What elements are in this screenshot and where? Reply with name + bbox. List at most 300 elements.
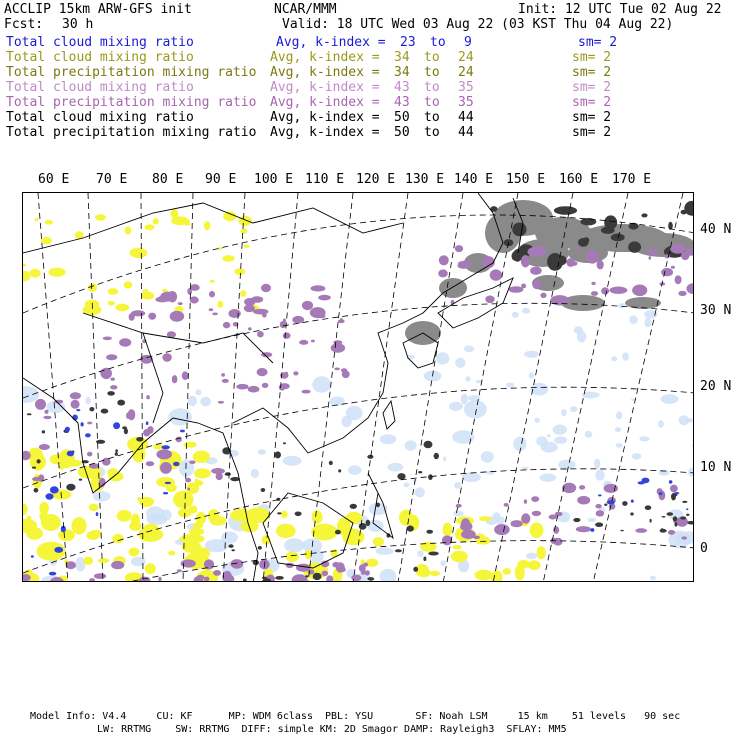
convective-cell xyxy=(423,557,426,562)
convective-cell xyxy=(428,552,439,556)
mid-cloud-patch xyxy=(238,216,252,226)
upper-cloud-patch xyxy=(106,354,117,360)
upper-cloud-patch xyxy=(176,437,182,443)
upper-cloud-patch xyxy=(103,337,112,341)
upper-cloud-patch xyxy=(340,567,346,572)
low-cloud-patch xyxy=(348,465,362,475)
upper-cloud-patch xyxy=(668,530,675,535)
low-cloud-core xyxy=(163,492,168,494)
low-cloud-patch xyxy=(522,308,530,314)
longitude-label: 120 E xyxy=(356,172,396,187)
upper-cloud-patch xyxy=(490,269,502,280)
longitude-label: 140 E xyxy=(454,172,494,187)
upper-cloud-patch xyxy=(182,371,189,380)
legend-avg: Avg, k-index = xyxy=(270,65,380,80)
low-cloud-patch xyxy=(449,402,463,411)
upper-cloud-patch xyxy=(632,285,647,297)
low-cloud-patch xyxy=(639,436,649,441)
mid-cloud-patch xyxy=(503,568,512,575)
meridian-line xyxy=(398,193,463,582)
longitude-label: 110 E xyxy=(305,172,345,187)
convective-cell xyxy=(426,530,433,534)
upper-cloud-patch xyxy=(595,504,601,508)
upper-cloud-patch xyxy=(635,528,647,533)
convective-cell xyxy=(32,467,36,469)
upper-cloud-patch xyxy=(439,255,449,265)
legend-to: to xyxy=(424,125,440,140)
mid-cloud-patch xyxy=(145,563,156,574)
mid-cloud-patch xyxy=(204,221,211,230)
low-cloud-patch xyxy=(595,470,604,481)
upper-cloud-patch xyxy=(181,559,196,567)
upper-cloud-patch xyxy=(647,249,657,255)
upper-cloud-patch xyxy=(100,368,112,379)
high-cloud-core xyxy=(611,234,625,242)
mid-cloud-patch xyxy=(194,468,211,478)
upper-cloud-patch xyxy=(280,321,286,328)
upper-cloud-patch xyxy=(283,332,291,338)
upper-cloud-patch xyxy=(524,499,527,503)
upper-cloud-patch xyxy=(458,261,472,267)
legend-k1: 43 xyxy=(394,95,410,110)
upper-cloud-patch xyxy=(579,485,585,490)
upper-cloud-patch xyxy=(311,340,315,343)
upper-cloud-patch xyxy=(228,309,240,318)
convective-cell xyxy=(338,469,341,472)
low-cloud-patch xyxy=(547,434,551,437)
mid-cloud-patch xyxy=(142,524,159,536)
upper-cloud-patch xyxy=(168,291,177,302)
low-cloud-patch xyxy=(554,437,567,444)
upper-cloud-patch xyxy=(160,462,172,474)
mid-cloud-patch xyxy=(218,301,224,308)
low-cloud-patch xyxy=(23,386,39,403)
legend-k2: 24 xyxy=(458,65,474,80)
convective-cell xyxy=(395,549,402,552)
longitude-label: 90 E xyxy=(205,172,237,187)
upper-cloud-patch xyxy=(89,578,95,582)
upper-cloud-patch xyxy=(482,256,495,268)
convective-cell xyxy=(424,441,433,449)
mid-cloud-patch xyxy=(429,571,440,576)
legend-field: Total precipitation mixing ratio xyxy=(6,95,257,110)
cloud-map xyxy=(23,193,694,582)
low-cloud-patch xyxy=(506,383,515,388)
upper-cloud-patch xyxy=(670,485,678,493)
high-cloud-core xyxy=(512,251,521,261)
upper-cloud-patch xyxy=(681,252,689,261)
legend-field: Total cloud mixing ratio xyxy=(6,110,194,125)
convective-cell xyxy=(66,484,75,491)
convective-cell xyxy=(243,579,247,582)
mid-cloud-patch xyxy=(537,546,546,559)
high-cloud-core xyxy=(554,206,577,215)
mid-cloud-patch xyxy=(41,237,52,244)
legend-k1: 50 xyxy=(394,110,410,125)
low-cloud-patch xyxy=(536,436,547,446)
upper-cloud-patch xyxy=(94,573,106,579)
convective-cell xyxy=(117,400,125,406)
low-cloud-patch xyxy=(443,456,446,461)
mid-cloud-patch xyxy=(240,228,247,233)
upper-cloud-patch xyxy=(601,287,609,294)
upper-cloud-patch xyxy=(531,496,539,502)
convective-cell xyxy=(101,409,109,414)
upper-cloud-patch xyxy=(342,371,350,379)
upper-cloud-patch xyxy=(45,410,49,414)
high-cloud-core xyxy=(681,210,687,215)
upper-cloud-patch xyxy=(562,483,576,493)
upper-cloud-patch xyxy=(257,368,268,376)
low-cloud-patch xyxy=(618,303,625,308)
upper-cloud-patch xyxy=(257,331,264,337)
low-cloud-patch xyxy=(540,474,557,482)
convective-cell xyxy=(335,530,341,535)
mid-cloud-patch xyxy=(23,504,28,515)
low-cloud-core xyxy=(65,427,70,432)
upper-cloud-patch xyxy=(129,313,135,321)
mid-cloud-patch xyxy=(95,214,106,220)
legend-to: to xyxy=(424,50,440,65)
low-cloud-core xyxy=(173,462,180,466)
upper-cloud-patch xyxy=(456,504,462,508)
upper-cloud-patch xyxy=(292,574,308,582)
mid-cloud-patch xyxy=(124,281,133,288)
legend-field: Total cloud mixing ratio xyxy=(6,35,194,50)
convective-cell xyxy=(667,512,674,516)
upper-cloud-patch xyxy=(87,422,92,425)
mid-cloud-patch xyxy=(183,442,196,448)
legend-to: to xyxy=(430,35,446,50)
low-cloud-patch xyxy=(692,444,694,448)
upper-cloud-patch xyxy=(359,564,366,572)
low-cloud-patch xyxy=(659,470,670,476)
init-time: Init: 12 UTC Tue 02 Aug 22 xyxy=(518,2,722,17)
mid-cloud-patch xyxy=(29,269,40,278)
low-cloud-patch xyxy=(258,449,266,454)
low-cloud-patch xyxy=(661,394,679,404)
high-cloud-core xyxy=(512,223,526,237)
convective-cell xyxy=(660,528,663,532)
mid-cloud-patch xyxy=(26,527,43,540)
mid-cloud-patch xyxy=(131,514,140,528)
upper-cloud-patch xyxy=(334,368,340,371)
forecast-hour: 30 h xyxy=(62,17,94,32)
low-cloud-patch xyxy=(650,576,656,581)
low-cloud-patch xyxy=(616,411,622,419)
upper-cloud-patch xyxy=(671,266,675,269)
upper-cloud-patch xyxy=(340,318,343,322)
legend-avg: Avg, k-index = xyxy=(270,125,380,140)
low-cloud-core xyxy=(607,500,615,504)
low-cloud-patch xyxy=(417,550,423,557)
mid-cloud-patch xyxy=(240,290,246,297)
convective-cell xyxy=(228,544,233,548)
mid-cloud-patch xyxy=(230,509,252,522)
convective-cell xyxy=(407,526,414,532)
convective-cell xyxy=(283,442,286,444)
low-cloud-patch xyxy=(632,453,642,459)
low-cloud-patch xyxy=(415,487,425,497)
upper-cloud-patch xyxy=(223,322,230,328)
low-cloud-patch xyxy=(558,460,575,470)
low-cloud-patch xyxy=(188,396,197,406)
low-cloud-patch xyxy=(85,397,90,404)
convective-cell xyxy=(277,512,281,514)
high-cloud-core xyxy=(604,215,617,229)
upper-cloud-patch xyxy=(262,313,267,318)
legend-field: Total precipitation mixing ratio xyxy=(6,125,257,140)
mid-cloud-patch xyxy=(23,271,31,281)
mid-cloud-patch xyxy=(479,516,491,521)
mid-cloud-patch xyxy=(244,244,250,248)
convective-cell xyxy=(305,575,308,577)
upper-cloud-patch xyxy=(317,314,326,318)
low-cloud-patch xyxy=(615,427,621,432)
convective-cell xyxy=(27,413,32,415)
upper-cloud-patch xyxy=(442,535,452,545)
convective-cell xyxy=(89,407,94,411)
upper-cloud-patch xyxy=(530,267,542,275)
mid-cloud-patch xyxy=(58,529,75,541)
legend-avg: Avg, k-index = xyxy=(270,80,380,95)
legend-k1: 23 xyxy=(400,35,416,50)
mid-cloud-patch xyxy=(453,545,462,549)
low-cloud-patch xyxy=(465,376,470,381)
convective-cell xyxy=(359,523,367,530)
upper-cloud-patch xyxy=(156,449,172,459)
model-info-line: Model Info: V4.4 CU: KF MP: WDM 6class PBL: YSU SF: Noah LSM 15 km 51 levels 90 sec xyxy=(30,711,681,722)
low-cloud-patch xyxy=(440,560,445,566)
convective-cell xyxy=(275,576,284,580)
mid-cloud-patch xyxy=(41,514,61,531)
convective-cell xyxy=(230,477,240,481)
upper-cloud-patch xyxy=(675,275,682,284)
model-title: ACCLIP 15km ARW-GFS init xyxy=(4,2,192,17)
low-cloud-patch xyxy=(534,418,540,423)
mid-cloud-patch xyxy=(45,220,54,225)
mid-cloud-patch xyxy=(517,560,530,568)
upper-cloud-patch xyxy=(555,512,563,517)
upper-cloud-patch xyxy=(244,298,255,306)
latitude-label: 0 xyxy=(700,541,708,556)
upper-cloud-patch xyxy=(591,282,595,285)
upper-cloud-patch xyxy=(204,577,210,582)
upper-cloud-patch xyxy=(189,460,195,464)
mid-cloud-patch xyxy=(451,551,468,562)
legend-to: to xyxy=(424,110,440,125)
map-panel xyxy=(22,192,694,582)
upper-cloud-patch xyxy=(455,245,463,252)
legend-field: Total precipitation mixing ratio xyxy=(6,65,257,80)
convective-cell xyxy=(367,577,374,581)
mid-cloud-patch xyxy=(39,502,49,515)
upper-cloud-patch xyxy=(212,313,218,316)
low-cloud-core xyxy=(85,433,91,437)
upper-cloud-patch xyxy=(126,413,130,419)
low-cloud-patch xyxy=(200,397,211,407)
mid-cloud-patch xyxy=(210,516,226,526)
low-cloud-core xyxy=(165,482,171,484)
upper-cloud-patch xyxy=(143,429,150,436)
mid-cloud-patch xyxy=(89,504,99,511)
legend-sm: sm= 2 xyxy=(572,80,612,95)
upper-cloud-patch xyxy=(177,569,182,572)
low-cloud-core xyxy=(674,492,679,494)
convective-cell xyxy=(413,567,418,572)
convective-cell xyxy=(329,461,333,465)
low-cloud-patch xyxy=(464,346,474,353)
low-cloud-core xyxy=(659,492,663,495)
latitude-label: 40 N xyxy=(700,222,732,237)
upper-cloud-patch xyxy=(532,511,541,516)
mid-cloud-patch xyxy=(69,460,82,467)
convective-cell xyxy=(295,512,302,517)
upper-cloud-patch xyxy=(299,340,308,345)
mid-cloud-patch xyxy=(491,570,503,582)
upper-cloud-patch xyxy=(111,378,115,381)
upper-cloud-patch xyxy=(521,513,530,523)
convective-cell xyxy=(630,512,633,515)
low-cloud-patch xyxy=(341,416,351,427)
legend-k1: 34 xyxy=(394,65,410,80)
low-cloud-patch xyxy=(493,512,500,519)
latitude-label: 10 N xyxy=(700,460,732,475)
convective-cell xyxy=(645,505,652,510)
upper-cloud-patch xyxy=(461,530,476,539)
convective-cell xyxy=(350,504,357,509)
legend-k2: 44 xyxy=(458,125,474,140)
mid-cloud-patch xyxy=(35,218,38,222)
mid-cloud-patch xyxy=(72,517,87,534)
mid-cloud-patch xyxy=(129,548,140,557)
upper-cloud-patch xyxy=(170,311,185,322)
low-cloud-patch xyxy=(531,383,549,396)
upper-cloud-patch xyxy=(532,280,541,289)
convective-cell xyxy=(680,516,686,519)
low-cloud-patch xyxy=(629,315,637,324)
upper-cloud-patch xyxy=(302,301,313,310)
convective-cell xyxy=(258,546,262,550)
upper-cloud-patch xyxy=(485,296,494,304)
low-cloud-patch xyxy=(452,430,474,443)
legend-sm: sm= 2 xyxy=(572,125,612,140)
convective-cell xyxy=(595,522,603,527)
upper-cloud-patch xyxy=(158,296,167,302)
upper-cloud-patch xyxy=(661,268,673,276)
upper-cloud-patch xyxy=(681,536,687,539)
upper-cloud-patch xyxy=(326,575,333,582)
convective-cell xyxy=(434,453,439,459)
convective-cell xyxy=(115,449,118,452)
convective-cell xyxy=(397,473,405,480)
mid-cloud-patch xyxy=(222,255,234,262)
latitude-label: 20 N xyxy=(700,379,732,394)
upper-cloud-patch xyxy=(649,256,652,260)
valid-time: Valid: 18 UTC Wed 03 Aug 22 (03 KST Thu 04 Aug 22) xyxy=(282,17,674,32)
upper-cloud-patch xyxy=(575,247,579,251)
upper-cloud-patch xyxy=(70,392,81,399)
low-cloud-patch xyxy=(594,459,600,469)
legend-avg: Avg, k-index = xyxy=(270,50,380,65)
convective-cell xyxy=(122,426,127,429)
convective-cell xyxy=(367,455,373,459)
upper-cloud-patch xyxy=(292,316,304,324)
upper-cloud-patch xyxy=(248,386,260,393)
mid-cloud-patch xyxy=(23,264,26,267)
low-cloud-core xyxy=(45,493,53,499)
low-cloud-patch xyxy=(570,406,577,412)
low-cloud-patch xyxy=(284,538,304,552)
low-cloud-core xyxy=(598,494,602,496)
coastline xyxy=(143,333,163,423)
mid-cloud-patch xyxy=(223,211,236,221)
upper-cloud-patch xyxy=(293,371,298,375)
longitude-label: 170 E xyxy=(612,172,652,187)
low-cloud-patch xyxy=(512,312,519,318)
mid-cloud-patch xyxy=(189,505,198,513)
upper-cloud-patch xyxy=(535,246,544,256)
mid-cloud-patch xyxy=(108,472,123,482)
upper-cloud-patch xyxy=(66,561,76,569)
low-cloud-patch xyxy=(616,443,623,447)
legend-k2: 24 xyxy=(458,50,474,65)
low-cloud-patch xyxy=(686,418,694,422)
upper-cloud-patch xyxy=(261,284,271,292)
upper-cloud-patch xyxy=(351,575,361,581)
upper-cloud-patch xyxy=(318,295,331,301)
upper-cloud-patch xyxy=(211,468,225,474)
low-cloud-core xyxy=(590,528,594,532)
mid-cloud-patch xyxy=(48,268,65,277)
upper-cloud-patch xyxy=(187,488,190,491)
upper-cloud-patch xyxy=(585,250,599,264)
low-cloud-patch xyxy=(622,352,629,361)
mid-cloud-patch xyxy=(191,547,210,560)
legend-field: Total cloud mixing ratio xyxy=(6,50,194,65)
longitude-label: 70 E xyxy=(96,172,128,187)
low-cloud-patch xyxy=(513,437,526,452)
high-cloud-core xyxy=(583,237,589,243)
upper-cloud-patch xyxy=(686,283,694,294)
upper-cloud-patch xyxy=(185,478,191,483)
low-cloud-core xyxy=(50,486,59,493)
meridian-line xyxy=(263,193,298,582)
convective-cell xyxy=(687,521,694,525)
upper-cloud-patch xyxy=(209,291,215,297)
mid-cloud-patch xyxy=(189,528,205,535)
convective-cell xyxy=(573,518,580,522)
upper-cloud-patch xyxy=(39,444,50,450)
mid-cloud-patch xyxy=(193,451,210,463)
upper-cloud-patch xyxy=(576,526,591,532)
low-cloud-patch xyxy=(577,331,586,342)
longitude-label: 80 E xyxy=(152,172,184,187)
mid-cloud-patch xyxy=(346,512,363,524)
upper-cloud-patch xyxy=(494,524,510,535)
low-cloud-patch xyxy=(526,553,537,559)
coastline xyxy=(23,203,403,253)
upper-cloud-patch xyxy=(43,416,51,419)
legend-k1: 43 xyxy=(394,80,410,95)
upper-cloud-patch xyxy=(71,400,80,409)
convective-cell xyxy=(366,520,371,526)
coastline xyxy=(383,401,395,429)
low-cloud-patch xyxy=(455,358,465,368)
convective-cell xyxy=(34,488,39,493)
mid-cloud-patch xyxy=(117,510,132,522)
legend-sm: sm= 2 xyxy=(578,35,618,50)
